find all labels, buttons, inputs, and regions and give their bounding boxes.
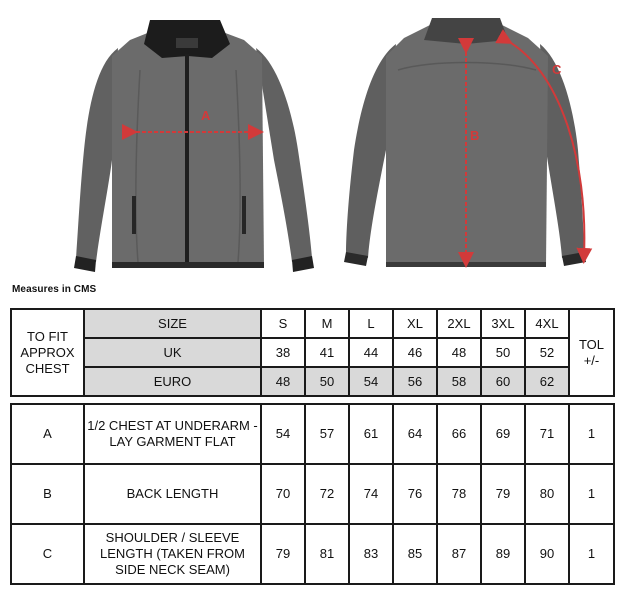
back-jacket: [344, 18, 586, 267]
measures-caption: Measures in CMS: [12, 284, 97, 295]
euro-cell: 58: [437, 367, 481, 396]
uk-cell: 38: [261, 338, 305, 367]
measurement-code: C: [11, 524, 84, 584]
measurement-row-a: [11, 404, 614, 464]
measurement-tol: 1: [569, 404, 614, 464]
uk-cell: 41: [305, 338, 349, 367]
euro-label: EURO: [84, 367, 261, 396]
measurement-row-b: [11, 464, 614, 524]
size-cell: 2XL: [437, 309, 481, 338]
measurement-value: 87: [437, 524, 481, 584]
euro-cell: 54: [349, 367, 393, 396]
size-cell: M: [305, 309, 349, 338]
euro-cell: 50: [305, 367, 349, 396]
size-row: [11, 309, 614, 338]
measurement-value: 64: [393, 404, 437, 464]
measurement-code: B: [11, 464, 84, 524]
marker-a: A: [201, 108, 211, 123]
size-cell: 3XL: [481, 309, 525, 338]
uk-label: UK: [84, 338, 261, 367]
measurement-value: 79: [481, 464, 525, 524]
uk-cell: 52: [525, 338, 569, 367]
measurement-value: 61: [349, 404, 393, 464]
measurement-value: 89: [481, 524, 525, 584]
measurement-value: 71: [525, 404, 569, 464]
euro-cell: 48: [261, 367, 305, 396]
measurement-value: 90: [525, 524, 569, 584]
measurement-value: 76: [393, 464, 437, 524]
size-chart-table: [10, 308, 615, 585]
uk-cell: 46: [393, 338, 437, 367]
uk-row: [11, 338, 614, 367]
front-jacket: [74, 20, 314, 272]
marker-c: C: [552, 62, 562, 77]
jacket-illustration: [0, 0, 623, 282]
measurement-value: 66: [437, 404, 481, 464]
size-cell: 4XL: [525, 309, 569, 338]
measurement-code: A: [11, 404, 84, 464]
uk-cell: 48: [437, 338, 481, 367]
marker-b: B: [470, 128, 480, 143]
measurement-value: 85: [393, 524, 437, 584]
measurement-label: 1/2 CHEST AT UNDERARM - LAY GARMENT FLAT: [84, 404, 261, 464]
measurement-value: 83: [349, 524, 393, 584]
table-spacer: [11, 396, 614, 404]
measurement-tol: 1: [569, 464, 614, 524]
measurement-value: 79: [261, 524, 305, 584]
euro-cell: 60: [481, 367, 525, 396]
euro-row: [11, 367, 614, 396]
measurement-value: 81: [305, 524, 349, 584]
measurement-value: 69: [481, 404, 525, 464]
measurement-value: 80: [525, 464, 569, 524]
measurement-value: 72: [305, 464, 349, 524]
size-cell: XL: [393, 309, 437, 338]
euro-cell: 56: [393, 367, 437, 396]
measurement-tol: 1: [569, 524, 614, 584]
measurement-label: SHOULDER / SLEEVE LENGTH (TAKEN FROM SIDE NECK SEAM): [84, 524, 261, 584]
jacket-figure: [0, 0, 623, 282]
uk-cell: 50: [481, 338, 525, 367]
measurement-value: 57: [305, 404, 349, 464]
size-label: SIZE: [84, 309, 261, 338]
measurement-value: 54: [261, 404, 305, 464]
measurement-row-c: [11, 524, 614, 584]
size-cell: L: [349, 309, 393, 338]
tol-header: TOL +/-: [569, 309, 614, 396]
measurement-value: 74: [349, 464, 393, 524]
uk-cell: 44: [349, 338, 393, 367]
euro-cell: 62: [525, 367, 569, 396]
size-cell: S: [261, 309, 305, 338]
measurement-value: 70: [261, 464, 305, 524]
to-fit-header: TO FIT APPROX CHEST: [11, 309, 84, 396]
measurement-value: 78: [437, 464, 481, 524]
measurement-label: BACK LENGTH: [84, 464, 261, 524]
